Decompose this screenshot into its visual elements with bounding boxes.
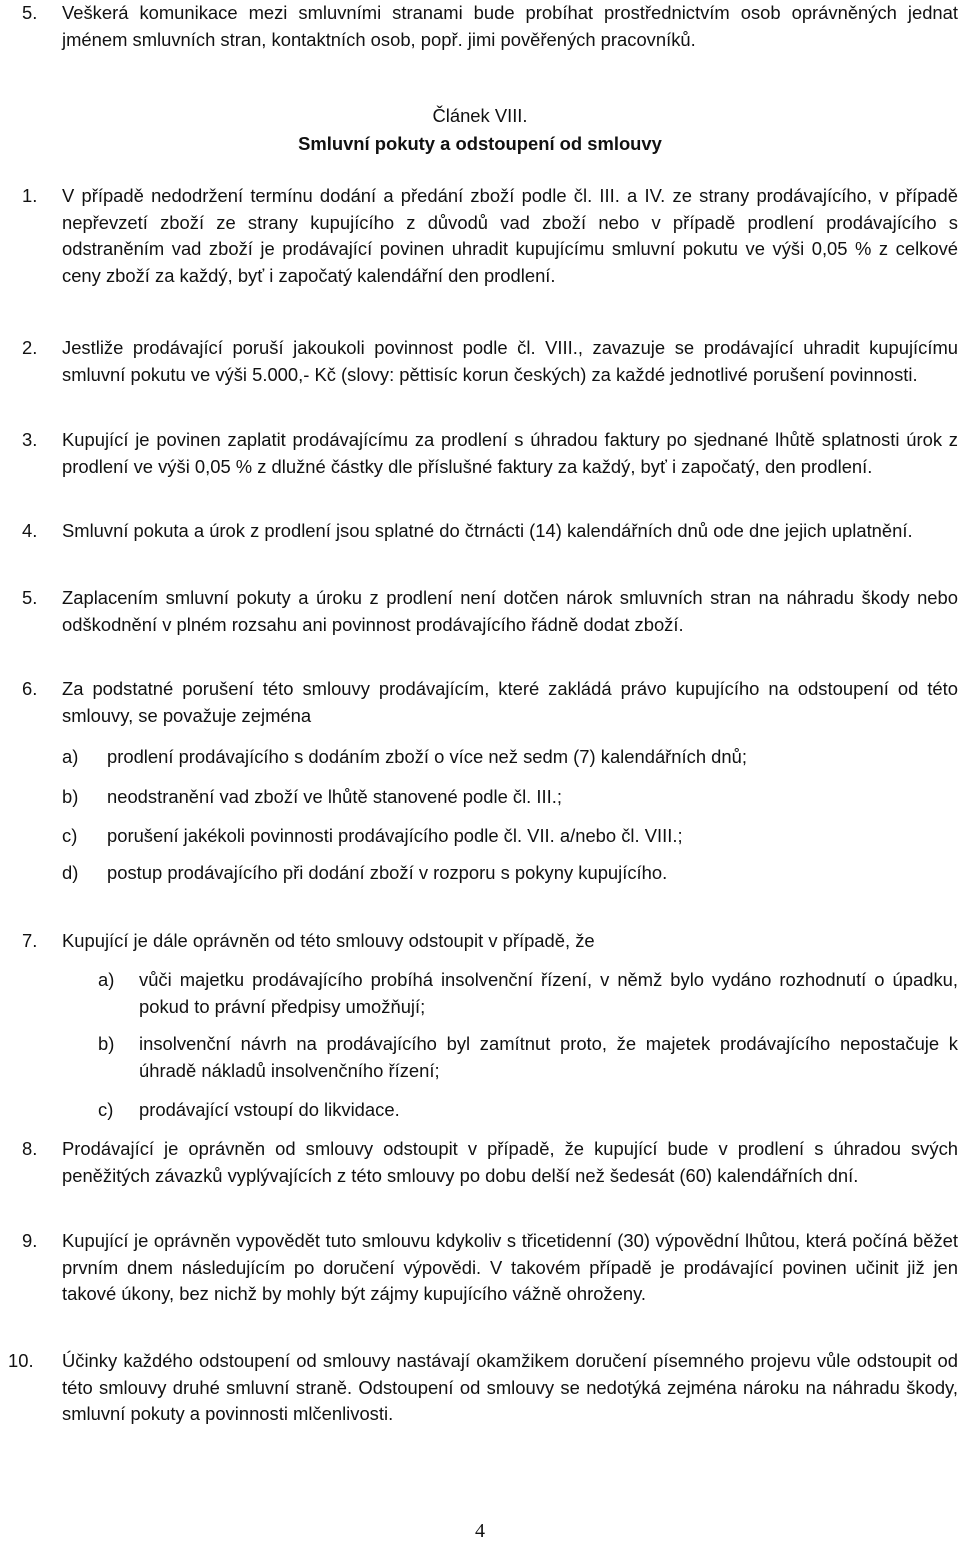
sub-item <box>62 823 960 850</box>
sub-item <box>62 744 960 771</box>
item-text: V případě nedodržení termínu dodání a předání zboží podle čl. III. a IV. ze strany prodávajícího, v případě nepřevzetí zboží ze strany kupujícího z důvodů vad zboží nebo v případě prodlení prodávajícího s odstraněním vad zboží je prodávající povinen uhradit kupujícímu smluvní pokutu ve výši 0,05 % z celkové ceny zboží za každý, byť i započatý kalendářní den prodlení. <box>62 185 958 286</box>
item-number: 8. <box>22 1138 38 1159</box>
page-number: 4 <box>475 1520 485 1542</box>
item-text: Kupující je oprávněn vypovědět tuto smlouvu kdykoliv s třicetidenní (30) výpovědní lhůtou, která počíná běžet prvním dnem následujícím po doručení výpovědi. V takovém případě je prodávající povinen učinit již jen takové úkony, bez nichž by mohly být zájmy kupujícího vážně ohroženy. <box>62 1230 958 1305</box>
item-number: 5. <box>22 2 38 23</box>
item-text: Veškerá komunikace mezi smluvními stranami bude probíhat prostřednictvím osob oprávněných jednat jménem smluvních stran, kontaktních osob, popř. jimi pověřených pracovníků. <box>62 2 958 50</box>
sub-item-text: postup prodávajícího při dodání zboží v rozporu s pokyny kupujícího. <box>107 862 668 883</box>
item-text: Smluvní pokuta a úrok z prodlení jsou splatné do čtrnácti (14) kalendářních dnů ode dne jejich uplatnění. <box>62 520 913 541</box>
sub-item-letter: a) <box>62 746 79 767</box>
list-item <box>22 585 958 638</box>
item-text: Za podstatné porušení této smlouvy prodávajícím, které zakládá právo kupujícího na odstoupení od této smlouvy, se považuje zejména <box>62 678 958 726</box>
sub-item-text: prodávající vstoupí do likvidace. <box>139 1099 400 1120</box>
sub-item-text: insolvenční návrh na prodávajícího byl zamítnut proto, že majetek prodávajícího nepostačuje k úhradě nákladů insolvenčního řízení; <box>139 1033 958 1081</box>
sub-item-text: neodstranění vad zboží ve lhůtě stanovené podle čl. III.; <box>107 786 562 807</box>
item-number: 3. <box>22 429 38 450</box>
list-item <box>22 1228 958 1308</box>
item-text: Jestliže prodávající poruší jakoukoli povinnost podle čl. VIII., zavazuje se prodávající uhradit kupujícímu smluvní pokutu ve výši 5.000,- Kč (slovy: pěttisíc korun českých) za každé jednotlivé porušení povinnosti. <box>62 337 958 385</box>
sub-item <box>62 784 960 811</box>
sub-item-letter: b) <box>98 1033 115 1054</box>
item-number: 10. <box>8 1350 34 1371</box>
sub-item-text: prodlení prodávajícího s dodáním zboží o více než sedm (7) kalendářních dnů; <box>107 746 747 767</box>
sub-item-letter: c) <box>98 1099 114 1120</box>
item-text: Kupující je dále oprávněn od této smlouvy odstoupit v případě, že <box>62 930 595 951</box>
sub-item-text: vůči majetku prodávajícího probíhá insolvenční řízení, v němž bylo vydáno rozhodnutí o úpadku, pokud to právní předpisy umožňují; <box>139 969 958 1017</box>
item-number: 1. <box>22 185 38 206</box>
list-item <box>22 183 958 289</box>
list-item <box>22 1136 958 1189</box>
sub-item-letter: c) <box>62 825 78 846</box>
sub-item-text: porušení jakékoli povinnosti prodávajícího podle čl. VII. a/nebo čl. VIII.; <box>107 825 683 846</box>
item-number: 4. <box>22 520 38 541</box>
sub-item-letter: b) <box>62 786 79 807</box>
list-item <box>22 335 958 388</box>
list-item <box>22 427 958 480</box>
sub-item-letter: a) <box>98 969 115 990</box>
item-text: Účinky každého odstoupení od smlouvy nastávají okamžikem doručení písemného projevu vůle odstoupit od této smlouvy druhé smluvní straně. Odstoupení od smlouvy se nedotýká zejména nároku na náhradu škody, smluvní pokuty a povinnosti mlčenlivosti. <box>62 1350 958 1425</box>
list-item <box>22 0 958 53</box>
list-item <box>8 1348 958 1428</box>
sub-item-letter: d) <box>62 862 79 883</box>
item-number: 5. <box>22 587 38 608</box>
item-text: Kupující je povinen zaplatit prodávajícímu za prodlení s úhradou faktury po sjednané lhůtě splatnosti úrok z prodlení ve výši 0,05 % z dlužné částky dle příslušné faktury za každý, byť i započatý, den prodlení. <box>62 429 958 477</box>
list-item <box>22 518 958 545</box>
list-item <box>22 676 958 729</box>
sub-item <box>62 860 960 887</box>
sub-item <box>98 967 958 1020</box>
article-label: Článek VIII. <box>432 105 528 126</box>
list-item <box>22 928 958 955</box>
item-number: 6. <box>22 678 38 699</box>
sub-item <box>98 1031 958 1084</box>
sub-item <box>98 1097 958 1124</box>
article-title: Smluvní pokuty a odstoupení od smlouvy <box>298 133 662 154</box>
item-text: Prodávající je oprávněn od smlouvy odstoupit v případě, že kupující bude v prodlení s úhradou svých peněžitých závazků vyplývajících z této smlouvy po dobu delší než šedesát (60) kalendářních dní. <box>62 1138 958 1186</box>
item-text: Zaplacením smluvní pokuty a úroku z prodlení není dotčen nárok smluvních stran na náhradu škody nebo odškodnění v plném rozsahu ani povinnost prodávajícího řádně dodat zboží. <box>62 587 958 635</box>
item-number: 7. <box>22 930 38 951</box>
item-number: 9. <box>22 1230 38 1251</box>
item-number: 2. <box>22 337 38 358</box>
